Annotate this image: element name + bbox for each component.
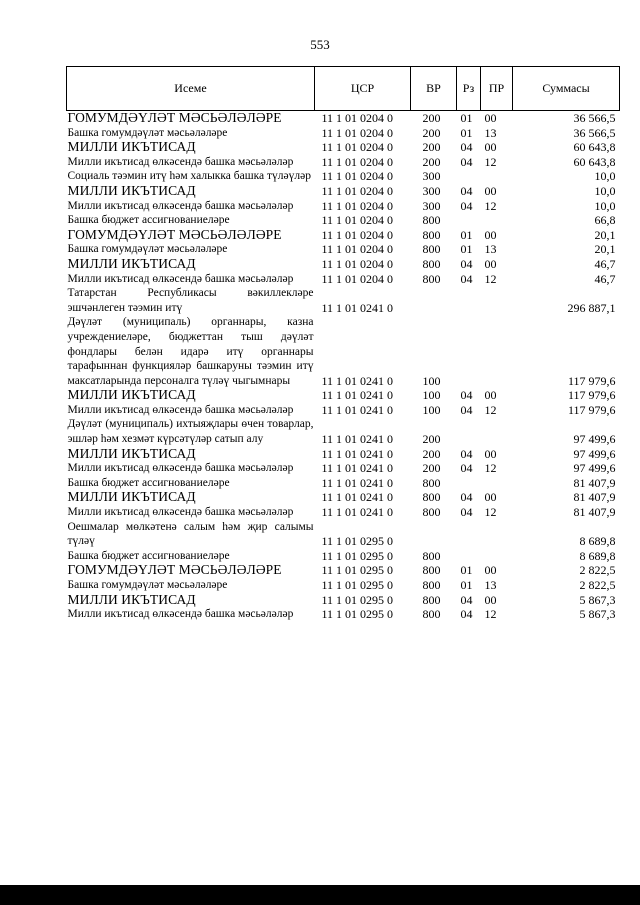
- cell-pr: [481, 417, 513, 446]
- cell-pr: 12: [484, 154, 497, 169]
- cell-sum: 46,7: [594, 271, 616, 286]
- cell-sum: 81 407,9: [573, 505, 616, 520]
- budget-table: [66, 66, 620, 622]
- cell-rz: [457, 213, 481, 228]
- cell-name: Милли икътисад өлкәсендә башка мәсьәләләр: [67, 199, 294, 212]
- table-row: [67, 549, 620, 564]
- cell-vr: [411, 286, 457, 315]
- header-csr: ЦСР: [315, 67, 411, 111]
- cell-vr: 800: [422, 256, 441, 271]
- cell-csr: 11 1 01 0204 0: [321, 111, 394, 125]
- cell-rz: 04: [460, 505, 473, 520]
- cell-rz: 04: [460, 461, 473, 476]
- cell-rz: [457, 417, 481, 446]
- cell-pr: 00: [484, 256, 497, 271]
- cell-rz: 04: [460, 140, 473, 155]
- cell-vr: 100: [422, 388, 441, 403]
- table-row: [67, 388, 620, 403]
- cell-vr: 200: [422, 140, 441, 155]
- cell-rz: 01: [460, 242, 473, 257]
- cell-name: МИЛЛИ ИКЪТИСАД: [67, 255, 196, 271]
- cell-pr: 00: [484, 183, 497, 198]
- cell-sum: 60 643,8: [573, 140, 616, 155]
- table-row: [67, 578, 620, 593]
- cell-sum: 8 689,8: [579, 548, 616, 563]
- cell-pr: 12: [484, 271, 497, 286]
- page-number: 553: [310, 37, 330, 52]
- cell-rz: 01: [460, 227, 473, 242]
- table-row: [67, 126, 620, 141]
- cell-rz: [457, 169, 481, 184]
- cell-vr: 800: [422, 563, 441, 578]
- cell-rz: 04: [460, 402, 473, 417]
- cell-sum: 97 499,6: [573, 446, 616, 461]
- cell-pr: [481, 549, 513, 564]
- cell-name: МИЛЛИ ИКЪТИСАД: [67, 445, 196, 461]
- cell-vr: 800: [422, 505, 441, 520]
- cell-name: ГОМУМДӘҮЛӘТ МӘСЬӘЛӘЛӘРЕ: [67, 110, 282, 125]
- cell-pr: [481, 213, 513, 228]
- cell-pr: 13: [484, 125, 497, 140]
- cell-vr: 300: [422, 183, 441, 198]
- table-row: [67, 447, 620, 462]
- cell-vr: 200: [422, 461, 441, 476]
- cell-vr: 800: [422, 490, 441, 505]
- cell-vr: 200: [422, 111, 441, 125]
- cell-vr: 300: [422, 169, 441, 184]
- cell-rz: [457, 520, 481, 549]
- cell-sum: 5 867,3: [579, 607, 616, 622]
- cell-name: МИЛЛИ ИКЪТИСАД: [67, 489, 196, 505]
- cell-name: Милли икътисад өлкәсендә башка мәсьәләләр: [67, 608, 294, 621]
- cell-csr: 11 1 01 0295 0: [321, 548, 394, 563]
- cell-csr: 11 1 01 0204 0: [321, 154, 394, 169]
- table-row: [67, 184, 620, 199]
- cell-csr: 11 1 01 0241 0: [321, 505, 394, 520]
- cell-sum: 5 867,3: [579, 592, 616, 607]
- cell-name: Милли икътисад өлкәсендә башка мәсьәләләр: [67, 462, 294, 475]
- cell-rz: 04: [460, 154, 473, 169]
- cell-csr: 11 1 01 0295 0: [321, 578, 394, 592]
- table-row: [67, 155, 620, 170]
- cell-name: Башка гомумдәүләт мәсьәләләре: [67, 243, 228, 256]
- cell-name: МИЛЛИ ИКЪТИСАД: [67, 591, 196, 607]
- cell-vr: 800: [422, 227, 441, 242]
- cell-csr: 11 1 01 0241 0: [321, 300, 394, 315]
- cell-sum: 117 979,6: [567, 388, 616, 403]
- cell-sum: 117 979,6: [567, 373, 616, 388]
- cell-vr: 200: [422, 154, 441, 169]
- cell-name: ГОМУМДӘҮЛӘТ МӘСЬӘЛӘЛӘРЕ: [67, 226, 282, 242]
- cell-sum: 97 499,6: [573, 432, 616, 447]
- cell-sum: 296 887,1: [567, 300, 616, 315]
- cell-name: Милли икътисад өлкәсендә башка мәсьәләләр: [67, 506, 294, 519]
- cell-sum: 10,0: [594, 198, 616, 213]
- cell-sum: 66,8: [594, 213, 616, 228]
- header-pr: ПР: [481, 67, 513, 111]
- cell-vr: 100: [422, 373, 441, 388]
- cell-csr: 11 1 01 0204 0: [321, 227, 394, 242]
- cell-rz: 04: [460, 256, 473, 271]
- cell-csr: 11 1 01 0204 0: [321, 213, 394, 228]
- cell-vr: 200: [422, 125, 441, 140]
- cell-pr: [481, 315, 513, 388]
- cell-name: Башка гомумдәүләт мәсьәләләре: [67, 579, 228, 591]
- cell-csr: 11 1 01 0204 0: [321, 242, 394, 257]
- cell-sum: 60 643,8: [573, 154, 616, 169]
- cell-sum: 2 822,5: [579, 563, 616, 578]
- cell-vr: 800: [422, 592, 441, 607]
- header-sum: Суммасы: [513, 67, 620, 111]
- cell-sum: 8 689,8: [579, 534, 616, 549]
- cell-vr: 100: [422, 402, 441, 417]
- cell-csr: 11 1 01 0295 0: [321, 592, 394, 607]
- cell-pr: 00: [484, 388, 497, 403]
- cell-sum: 36 566,5: [573, 111, 616, 125]
- cell-rz: [457, 286, 481, 315]
- table-row: [67, 417, 620, 446]
- cell-csr: 11 1 01 0204 0: [321, 183, 394, 198]
- table-row: [67, 111, 620, 126]
- table-row: [67, 199, 620, 214]
- cell-pr: 00: [484, 446, 497, 461]
- header-vr: ВР: [411, 67, 457, 111]
- table-row: [67, 607, 620, 622]
- cell-rz: [457, 549, 481, 564]
- cell-pr: 12: [484, 505, 497, 520]
- cell-rz: [457, 476, 481, 491]
- cell-csr: 11 1 01 0295 0: [321, 534, 394, 549]
- table-row: [67, 593, 620, 608]
- cell-pr: 12: [484, 461, 497, 476]
- cell-sum: 46,7: [594, 256, 616, 271]
- cell-pr: 00: [484, 140, 497, 155]
- cell-rz: 04: [460, 198, 473, 213]
- cell-pr: [481, 286, 513, 315]
- table-row: [67, 505, 620, 520]
- cell-csr: 11 1 01 0204 0: [321, 140, 394, 155]
- cell-pr: 12: [484, 607, 497, 622]
- cell-sum: 81 407,9: [573, 490, 616, 505]
- cell-vr: [411, 520, 457, 549]
- cell-csr: 11 1 01 0241 0: [321, 432, 394, 447]
- cell-csr: 11 1 01 0241 0: [321, 373, 394, 388]
- cell-csr: 11 1 01 0241 0: [321, 475, 394, 490]
- cell-pr: [481, 520, 513, 549]
- table-row: [67, 228, 620, 243]
- cell-name: Социаль тәэмин итү һәм халыкка башка түләүләр: [67, 170, 311, 183]
- table-row: [67, 403, 620, 418]
- cell-name: Башка бюджет ассигнованиеләре: [67, 476, 230, 489]
- cell-name: ГОМУМДӘҮЛӘТ МӘСЬӘЛӘЛӘРЕ: [67, 562, 282, 578]
- cell-rz: 04: [460, 271, 473, 286]
- cell-name: Башка бюджет ассигнованиеләре: [67, 549, 230, 562]
- cell-vr: 800: [422, 271, 441, 286]
- table-row: [67, 242, 620, 257]
- cell-rz: 04: [460, 607, 473, 622]
- cell-vr: 800: [422, 578, 441, 592]
- table-row: [67, 213, 620, 228]
- cell-rz: 01: [460, 111, 473, 125]
- table-row: [67, 286, 620, 315]
- table-row: [67, 315, 620, 388]
- cell-name: МИЛЛИ ИКЪТИСАД: [67, 182, 196, 198]
- table-row: [67, 257, 620, 272]
- cell-sum: 20,1: [594, 227, 616, 242]
- cell-sum: 36 566,5: [573, 125, 616, 140]
- cell-csr: 11 1 01 0204 0: [321, 271, 394, 286]
- cell-csr: 11 1 01 0204 0: [321, 198, 394, 213]
- cell-name: Милли икътисад өлкәсендә башка мәсьәләләр: [67, 272, 294, 285]
- cell-rz: [457, 315, 481, 388]
- cell-pr: 13: [484, 578, 497, 592]
- cell-name: Милли икътисад өлкәсендә башка мәсьәләләр: [67, 155, 294, 168]
- cell-pr: 12: [484, 402, 497, 417]
- table-row: [67, 520, 620, 549]
- cell-pr: [481, 169, 513, 184]
- cell-vr: 800: [422, 475, 441, 490]
- table-row: [67, 272, 620, 287]
- cell-name: Башка гомумдәүләт мәсьәләләре: [67, 126, 228, 139]
- cell-sum: 2 822,5: [579, 578, 616, 592]
- cell-csr: 11 1 01 0241 0: [321, 402, 394, 417]
- cell-pr: 12: [484, 198, 497, 213]
- cell-csr: 11 1 01 0241 0: [321, 461, 394, 476]
- cell-vr: 200: [422, 432, 441, 447]
- cell-rz: 04: [460, 592, 473, 607]
- cell-vr: 800: [422, 607, 441, 622]
- cell-csr: 11 1 01 0241 0: [321, 446, 394, 461]
- cell-vr: 800: [422, 213, 441, 228]
- table-row: [67, 169, 620, 184]
- cell-name: Башка бюджет ассигнованиеләре: [67, 214, 230, 227]
- scan-edge-bar: [0, 885, 640, 905]
- header-rz: Рз: [457, 67, 481, 111]
- cell-pr: [481, 476, 513, 491]
- cell-rz: 01: [460, 563, 473, 578]
- cell-rz: 04: [460, 183, 473, 198]
- cell-csr: 11 1 01 0241 0: [321, 388, 394, 403]
- cell-rz: 04: [460, 490, 473, 505]
- cell-name: Татарстан Республикасы вәкиллекләре эшчәнлеген тәэмин итү: [67, 287, 314, 314]
- cell-rz: 01: [460, 125, 473, 140]
- cell-sum: 81 407,9: [573, 475, 616, 490]
- cell-sum: 10,0: [594, 169, 616, 184]
- cell-pr: 00: [484, 227, 497, 242]
- header-name: Исеме: [67, 67, 315, 111]
- cell-name: Дәүләт (муниципаль) ихтыяҗлары өчен товарлар, эшләр һәм хезмәт күрсәтүләр сатып алу: [67, 418, 314, 446]
- cell-rz: 04: [460, 388, 473, 403]
- table-row: [67, 490, 620, 505]
- table-row: [67, 476, 620, 491]
- cell-pr: 00: [484, 111, 497, 125]
- table-row: [67, 461, 620, 476]
- table-row: [67, 563, 620, 578]
- cell-sum: 97 499,6: [573, 461, 616, 476]
- cell-pr: 13: [484, 242, 497, 257]
- cell-vr: 300: [422, 198, 441, 213]
- cell-vr: 800: [422, 242, 441, 257]
- cell-sum: 117 979,6: [567, 402, 616, 417]
- cell-csr: 11 1 01 0295 0: [321, 607, 394, 622]
- cell-pr: 00: [484, 592, 497, 607]
- cell-name: Оешмалар мөлкәтенә салым һәм җир салымы түләү: [67, 520, 314, 548]
- cell-rz: 04: [460, 446, 473, 461]
- table-header-row: [67, 67, 620, 111]
- cell-csr: 11 1 01 0204 0: [321, 256, 394, 271]
- cell-sum: 20,1: [594, 242, 616, 257]
- cell-sum: 10,0: [594, 183, 616, 198]
- cell-pr: 00: [484, 490, 497, 505]
- cell-csr: 11 1 01 0295 0: [321, 563, 394, 578]
- cell-name: Милли икътисад өлкәсендә башка мәсьәләләр: [67, 403, 294, 416]
- cell-name: Дәүләт (муниципаль) органнары, казна учреждениеләре, бюджеттан тыш дәүләт фондлары белән идарә итү органнары тарафыннан функцияләр башкаруны тәэмин итү максатларында персоналга түләү чыгымнары: [67, 316, 314, 387]
- cell-csr: 11 1 01 0241 0: [321, 490, 394, 505]
- table-row: [67, 140, 620, 155]
- cell-pr: 00: [484, 563, 497, 578]
- cell-rz: 01: [460, 578, 473, 592]
- cell-csr: 11 1 01 0204 0: [321, 169, 394, 184]
- cell-csr: 11 1 01 0204 0: [321, 125, 394, 140]
- cell-vr: 800: [422, 548, 441, 563]
- cell-name: МИЛЛИ ИКЪТИСАД: [67, 387, 196, 403]
- cell-vr: 200: [422, 446, 441, 461]
- cell-name: МИЛЛИ ИКЪТИСАД: [67, 139, 196, 155]
